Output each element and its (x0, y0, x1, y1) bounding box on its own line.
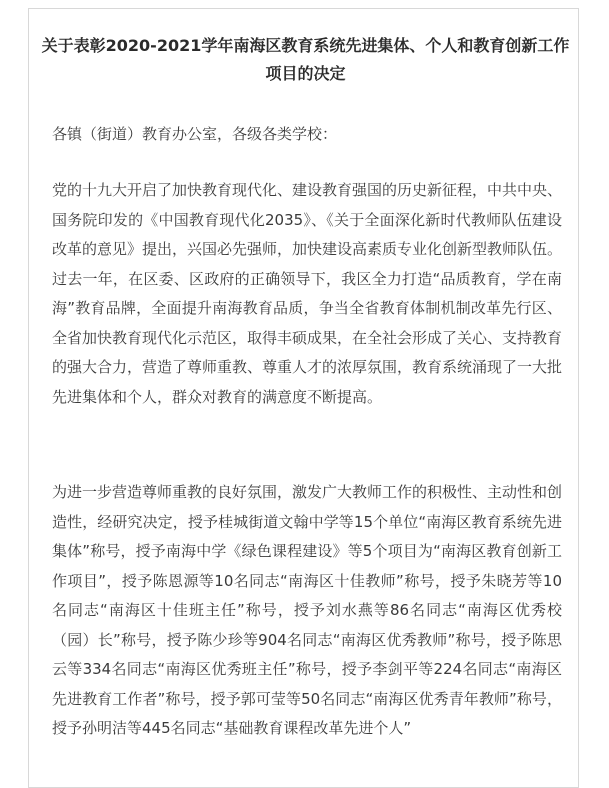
document-title: 关于表彰2020-2021学年南海区教育系统先进集体、个人和教育创新工作项目的决定 (41, 36, 570, 83)
salutation: 各镇（街道）教育办公室，各级各类学校： (52, 125, 338, 143)
body-paragraph-1: 党的十九大开启了加快教育现代化、建设教育强国的历史新征程，中共中央、国务院印发的《中国教育现代化2035》、《关于全面深化新时代教师队伍建设改革的意见》提出，兴国必先强师，加快建设高素质专业化创新型教师队伍。过去一年，在区委、区政府的正确领导下，我区全力打造“品质教育，学在南海”教育品牌，全面提升南海教育品质，争当全省教育体制机制改革先行区、全省加快教育现代化示范区，取得丰硕成果，在全社会形成了关心、支持教育的强大合力，营造了尊师重教、尊重人才的浓厚氛围，教育系统涌现了一大批先进集体和个人，群众对教育的满意度不断提高。 (52, 181, 563, 406)
body-paragraph-2: 为进一步营造尊师重教的良好氛围，激发广大教师工作的积极性、主动性和创造性，经研究决定，授予桂城街道文翰中学等15个单位“南海区教育系统先进集体”称号，授予南海中学《绿色课程建设》等5个项目为“南海区教育创新工作项目”，授予陈恩源等10名同志“南海区十佳教师”称号，授予朱晓芳等10名同志“南海区十佳班主任”称号，授予刘水燕等86名同志“南海区优秀校（园）长”称号，授予陈少珍等904名同志“南海区优秀教师”称号，授予陈思云等334名同志“南海区优秀班主任”称号，授予李剑平等224名同志“南海区先进教育工作者”称号，授予郭可莹等50名同志“南海区优秀青年教师”称号，授予孙明洁等445名同志“基础教育课程改革先进个人” (52, 483, 563, 737)
